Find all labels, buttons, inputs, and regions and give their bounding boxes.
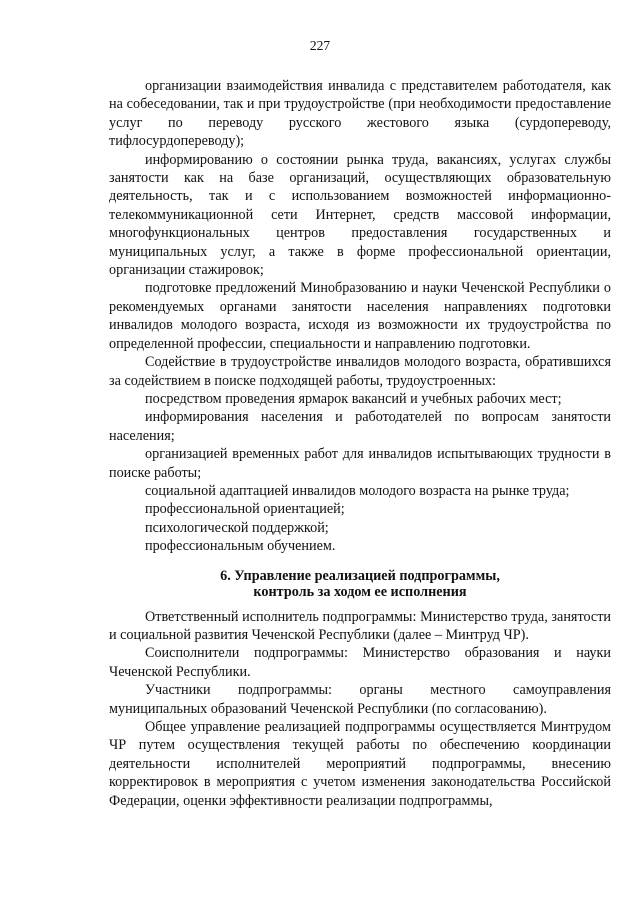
list-item: психологической поддержкой;	[145, 519, 329, 536]
page-number: 227	[309, 38, 331, 53]
paragraph: подготовке предложений Минобразованию и науки Чеченской Республики о рекомендуемых органами занятости населения направлениях подготовки инвалидов молодого возраста, исходя из возможности их трудоустройства по определенной профессии, специальности и направлению подготовки.	[109, 280, 611, 352]
paragraph: Соисполнители подпрограммы: Министерство образования и науки Чеченской Республики.	[109, 645, 611, 680]
section-heading	[109, 568, 611, 600]
list-item: профессиональной ориентацией;	[145, 501, 345, 518]
list-item: организацией временных работ для инвалидов испытывающих трудности в поиске работы;	[109, 446, 611, 481]
list-item: профессиональным обучением.	[145, 538, 336, 555]
paragraph: Общее управление реализацией подпрограммы осуществляется Минтрудом ЧР путем осуществления текущей работы по обеспечению координации деятельности исполнителей мероприятий подпрограммы, внесению корректировок в мероприятия с учетом изменения законодательства Российской Федерации, оценки эффективности реализации подпрограммы,	[109, 719, 611, 809]
paragraph: Ответственный исполнитель подпрограммы: Министерство труда, занятости и социальной развития Чеченской Республики (далее – Минтруд ЧР).	[109, 608, 611, 643]
list-item: посредством проведения ярмарок вакансий и учебных рабочих мест;	[145, 390, 562, 407]
list-item: социальной адаптацией инвалидов молодого возраста на рынке труда;	[145, 482, 570, 499]
paragraph: информированию о состоянии рынка труда, вакансиях, услугах службы занятости как на базе организаций, осуществляющих образовательную деятельность, так и с использованием возможностей информационно-телекоммуникационной сети Интернет, средств массовой информации, многофункциональных центров предоставления государственных и муниципальных услуг, а также в форме профессиональной ориентации, организации стажировок;	[109, 151, 611, 279]
list-item: информирования населения и работодателей по вопросам занятости населения;	[109, 409, 611, 444]
section-heading-line: 6. Управление реализацией подпрограммы,	[220, 567, 500, 584]
paragraph: организации взаимодействия инвалида с представителем работодателя, как на собеседовании, так и при трудоустройстве (при необходимости предоставление услуг по переводу русского жестового языка (сурдопереводу, тифлосурдопереводу);	[109, 78, 611, 150]
paragraph: Участники подпрограммы: органы местного самоуправления муниципальных образований Чеченской Республики (по согласованию).	[109, 682, 611, 717]
page-body	[109, 77, 611, 810]
section-heading-line: контроль за ходом ее исполнения	[253, 583, 467, 600]
paragraph: Содействие в трудоустройстве инвалидов молодого возраста, обратившихся за содействием в поиске подходящей работы, трудоустроенных:	[109, 354, 611, 389]
